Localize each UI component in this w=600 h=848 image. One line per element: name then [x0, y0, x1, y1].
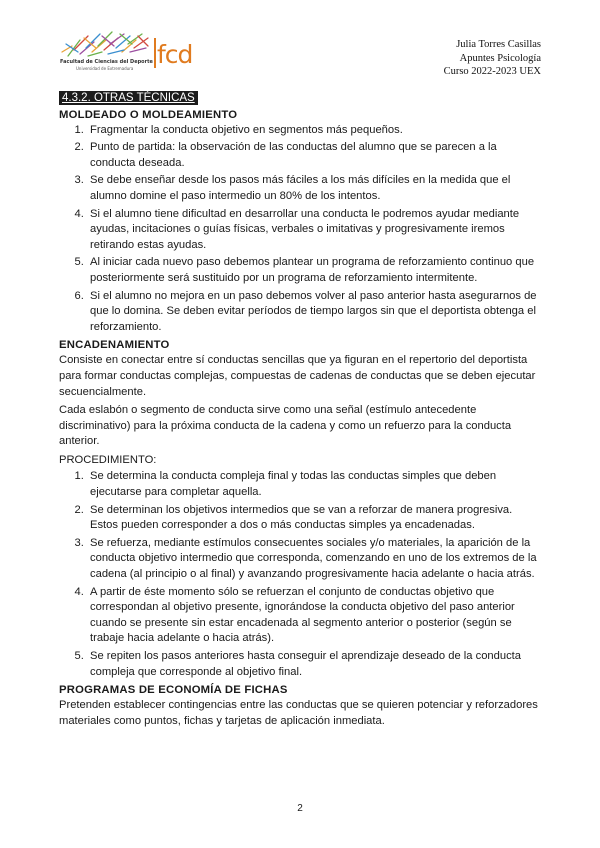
list-item: 6. Si el alumno no mejora en un paso debemos volver al paso anterior hasta asegurarnos de que lo domina. Se deben evitar períodos de tiempo largos sin que el deportista obtenga el reforzamiento.	[87, 289, 543, 336]
document-body	[59, 91, 543, 732]
procedure-label: PROCEDIMIENTO:	[59, 453, 157, 466]
moldeado-list	[59, 123, 543, 336]
list-item: 1. Fragmentar la conducta objetivo en segmentos más pequeños.	[87, 123, 543, 139]
list-item: 2. Punto de partida: la observación de las conductas del alumno que se parecen a la conducta deseada.	[87, 140, 543, 171]
author-name: Julia Torres Casillas	[456, 39, 541, 50]
list-item: 4. A partir de éste momento sólo se refuerzan el conjunto de conductas objetivo que correspondan al objetivo presente, ignorándose la conducta objetivo del paso anterior cuando se presente sin estar encadenada al segmento anterior o posterior (según se trabaje hacia adelante o hacia atrás).	[87, 585, 543, 647]
subject-name: Apuntes Psicología	[459, 52, 541, 64]
paragraph: Pretenden establecer contingencias entre las conductas que se quieren potenciar y reforzadores materiales como puntos, fichas y tarjetas de aplicación inmediata.	[59, 699, 538, 727]
encadenamiento-list	[59, 469, 543, 680]
list-item: 3. Se debe enseñar desde los pasos más fáciles a los más difíciles en la medida que el alumno domine el paso intermedio un 80% de los intentos.	[87, 173, 543, 204]
list-item: 5. Al iniciar cada nuevo paso debemos plantear un programa de reforzamiento continuo que posteriormente será sustituido por un programa de reforzamiento intermitente.	[87, 255, 543, 286]
page-number: 2	[297, 803, 303, 814]
list-item: 1. Se determina la conducta compleja final y todas las conductas simples que deben ejecutarse para completar aquella.	[87, 469, 543, 500]
logo-mark: fcd	[157, 40, 193, 69]
logo-faculty-name: Facultad de Ciencias del Deporte	[60, 59, 153, 65]
list-item: 5. Se repiten los pasos anteriores hasta conseguir el aprendizaje deseado de la conducta compleja que corresponde al objetivo final.	[87, 649, 543, 680]
list-item: 3. Se refuerza, mediante estímulos consecuentes sociales y/o materiales, la aparición de la conducta objetivo intermedio que corresponda, comenzando en uno de los extremos de la cadena (al principio o al final) y avanzando progresivamente hacia adelante o hacia atrás.	[87, 536, 543, 583]
document-header-info	[444, 38, 541, 79]
paragraph: Cada eslabón o segmento de conducta sirve como una señal (estímulo antecedente discriminativo) para la próxima conducta de la cadena y como un refuerzo para la conducta anterior.	[59, 404, 512, 448]
section-title: 4.3.2. OTRAS TÉCNICAS	[59, 91, 198, 105]
course-year: Curso 2022-2023 UEX	[443, 66, 541, 77]
paragraph: Consiste en conectar entre sí conductas sencillas que ya figuran en el repertorio del deportista para formar conductas complejas, compuestas de cadenas de conductas que se deben ejecutar secuencialmente.	[59, 354, 536, 398]
heading-encadenamiento: ENCADENAMIENTO	[59, 339, 170, 352]
logo-university-name: Universidad de Extremadura	[76, 66, 134, 71]
heading-fichas: PROGRAMAS DE ECONOMÍA DE FICHAS	[59, 684, 288, 697]
list-item: 2. Se determinan los objetivos intermedios que se van a reforzar de manera progresiva. Estos pueden corresponder a dos o más conductas simples ya encadenadas.	[87, 503, 543, 534]
list-item: 4. Si el alumno tiene dificultad en desarrollar una conducta le podremos ayudar mediante ayudas, incitaciones o guías físicas, verbales o imitativas y progresivamente iremos retirando estas ayudas.	[87, 207, 543, 254]
logo-divider	[154, 38, 156, 68]
heading-moldeado: MOLDEADO O MOLDEAMIENTO	[59, 108, 238, 121]
